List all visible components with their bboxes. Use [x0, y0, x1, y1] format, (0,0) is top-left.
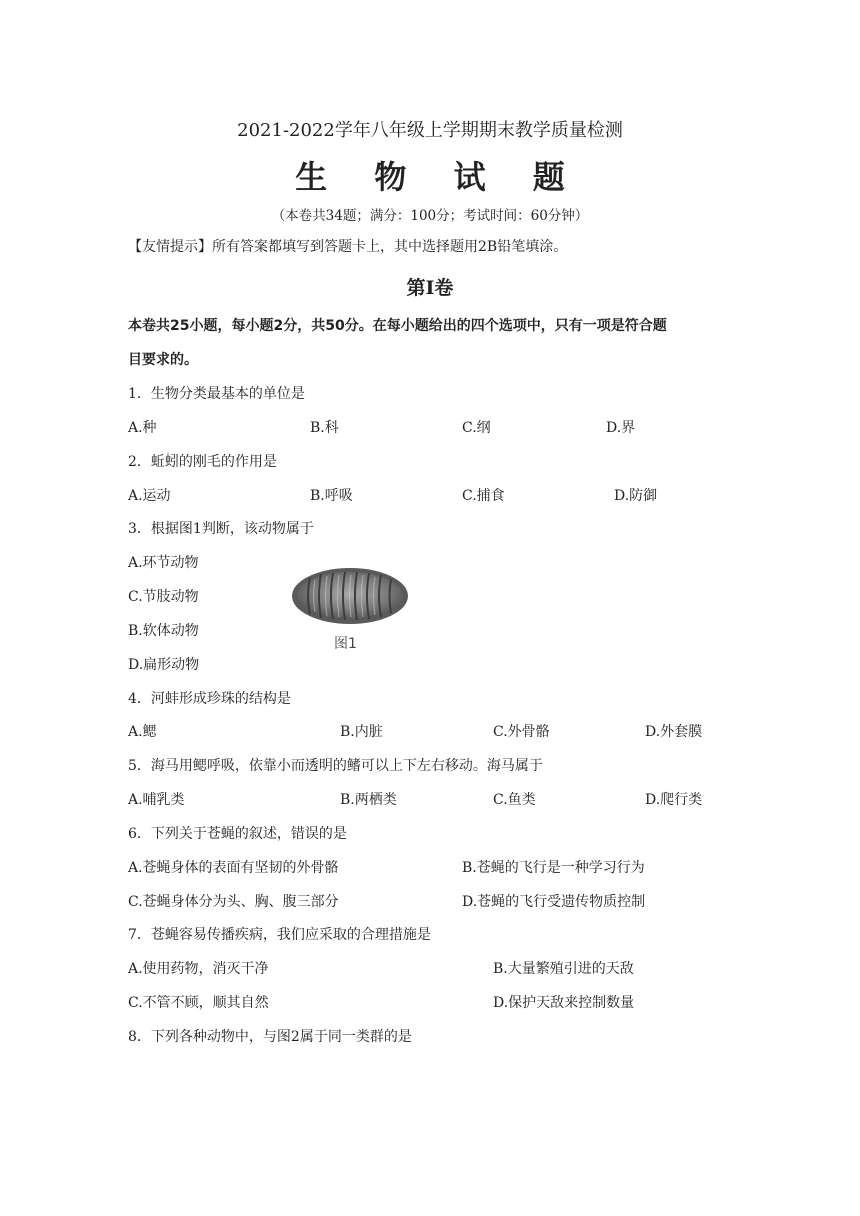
option-a: A.环节动物: [128, 555, 199, 571]
option-b: B.软体动物: [128, 623, 199, 639]
option-c: C.不管不顾，顺其自然: [128, 995, 269, 1011]
subject-title: 生 物 试 题: [295, 158, 583, 196]
option-a: A.鳃: [128, 724, 157, 740]
figure-caption: 图1: [334, 636, 357, 652]
option-a: A.种: [128, 420, 157, 436]
question-stem: 4．河蚌形成珍珠的结构是: [128, 691, 291, 707]
question-stem: 2．蚯蚓的刚毛的作用是: [128, 454, 277, 470]
question-stem: 8．下列各种动物中，与图2属于同一类群的是: [128, 1029, 412, 1045]
question-stem: 6．下列关于苍蝇的叙述，错误的是: [128, 826, 347, 842]
option-b: B.两栖类: [340, 792, 397, 808]
exam-info: （本卷共34题；满分：100分；考试时间：60分钟）: [271, 208, 589, 224]
option-c: C.捕食: [462, 488, 505, 504]
option-d: D.外套膜: [645, 724, 703, 740]
option-a: A.运动: [128, 488, 171, 504]
option-d: D.界: [606, 420, 636, 436]
option-a: A.苍蝇身体的表面有坚韧的外骨骼: [128, 860, 339, 876]
exam-name: 2021-2022学年八年级上学期期末教学质量检测: [237, 120, 623, 141]
question-stem: 3．根据图1判断，该动物属于: [128, 521, 314, 537]
option-c: C.外骨骼: [493, 724, 550, 740]
option-b: B.科: [310, 420, 339, 436]
section-title: 第Ⅰ卷: [406, 277, 454, 299]
section-instructions-2: 目要求的。: [128, 352, 198, 368]
option-b: B.内脏: [340, 724, 383, 740]
option-b: B.苍蝇的飞行是一种学习行为: [462, 860, 645, 876]
option-d: D.苍蝇的飞行受遗传物质控制: [462, 894, 646, 910]
option-c: C.纲: [462, 420, 491, 436]
option-a: A.使用药物，消灭干净: [128, 961, 269, 977]
section-instructions-1: 本卷共25小题，每小题2分，共50分。在每小题给出的四个选项中，只有一项是符合题: [128, 318, 667, 334]
option-d: D.保护天敌来控制数量: [493, 995, 635, 1011]
option-b: B.呼吸: [310, 488, 353, 504]
option-a: A.哺乳类: [128, 792, 185, 808]
question-stem: 7．苍蝇容易传播疾病，我们应采取的合理措施是: [128, 927, 431, 943]
option-c: C.鱼类: [493, 792, 536, 808]
option-d: D.爬行类: [645, 792, 703, 808]
option-c: C.苍蝇身体分为头、胸、腹三部分: [128, 894, 339, 910]
option-b: B.大量繁殖引进的天敌: [493, 961, 634, 977]
question-stem: 5．海马用鳃呼吸，依靠小而透明的鳍可以上下左右移动。海马属于: [128, 758, 543, 774]
friendly-tip: 【友情提示】所有答案都填写到答题卡上，其中选择题用2B铅笔填涂。: [128, 239, 568, 255]
option-d: D.扁形动物: [128, 657, 200, 673]
question-stem: 1．生物分类最基本的单位是: [128, 386, 305, 402]
option-d: D.防御: [614, 488, 658, 504]
option-c: C.节肢动物: [128, 589, 199, 605]
